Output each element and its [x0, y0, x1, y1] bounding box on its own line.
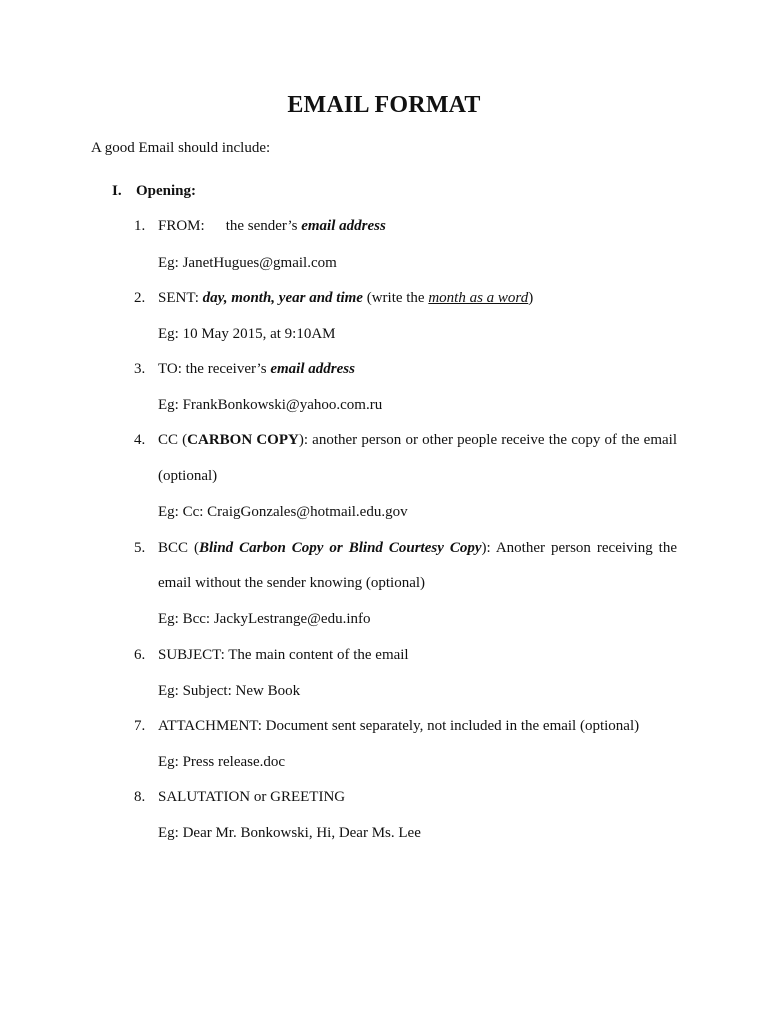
item-text: (write the [362, 290, 429, 306]
example-to: Eg: FrankBonkowski@yahoo.com.ru [158, 397, 383, 413]
section-number: I. [112, 183, 122, 199]
intro-text: A good Email should include: [91, 140, 271, 156]
item-number: 5. [134, 540, 146, 556]
example-salutation: Eg: Dear Mr. Bonkowski, Hi, Dear Ms. Lee [158, 825, 421, 841]
example-subject: Eg: Subject: New Book [158, 683, 301, 699]
item-emphasis: email address [301, 218, 386, 234]
item-emphasis: email address [270, 361, 355, 377]
item-prefix: FROM: [158, 218, 205, 234]
item-text-end: ) [528, 290, 534, 306]
item-emphasis: Blind Carbon Copy or Blind Courtesy Copy [198, 540, 482, 556]
example-sent: Eg: 10 May 2015, at 9:10AM [158, 326, 336, 342]
item-text: ATTACHMENT: Document sent separately, not included in the email (optional) [158, 718, 640, 734]
item-text: the sender’s [225, 218, 302, 234]
item-prefix: CC ( [158, 432, 188, 448]
example-cc: Eg: Cc: CraigGonzales@hotmail.edu.gov [158, 504, 408, 520]
list-item-cc [134, 432, 677, 449]
item-number: 6. [134, 647, 146, 663]
item-prefix: TO: the receiver’s [158, 361, 271, 377]
list-item-to [134, 361, 355, 378]
list-item-subject [134, 647, 409, 664]
item-emphasis: day, month, year and time [202, 290, 363, 306]
example-attachment: Eg: Press release.doc [158, 754, 286, 770]
item-underline: month as a word [428, 290, 529, 306]
document-title: EMAIL FORMAT [287, 92, 481, 118]
example-from: Eg: JanetHugues@gmail.com [158, 255, 337, 271]
list-item-attachment [134, 718, 640, 735]
item-prefix: SENT: [158, 290, 203, 306]
item-number: 4. [134, 432, 146, 448]
list-item-sent [134, 290, 534, 307]
item-number: 2. [134, 290, 146, 306]
item-continuation-cc: (optional) [158, 468, 218, 484]
item-emphasis: CARBON COPY [187, 432, 299, 448]
item-number: 8. [134, 789, 146, 805]
item-number: 7. [134, 718, 146, 734]
list-item-salutation [134, 789, 346, 806]
item-prefix: BCC ( [158, 540, 199, 556]
list-item-bcc [134, 540, 677, 557]
section-heading [112, 183, 196, 200]
list-item-from [134, 218, 386, 235]
item-text: SALUTATION or GREETING [158, 789, 346, 805]
item-text: ): Another person receiving the [481, 540, 677, 556]
item-text: SUBJECT: The main content of the email [158, 647, 409, 663]
item-continuation-bcc: email without the sender knowing (optional) [158, 575, 426, 591]
item-text: ): another person or other people receive the copy of the email [298, 432, 677, 448]
section-label: Opening: [136, 183, 197, 199]
item-number: 3. [134, 361, 146, 377]
example-bcc: Eg: Bcc: JackyLestrange@edu.info [158, 611, 371, 627]
item-number: 1. [134, 218, 146, 234]
